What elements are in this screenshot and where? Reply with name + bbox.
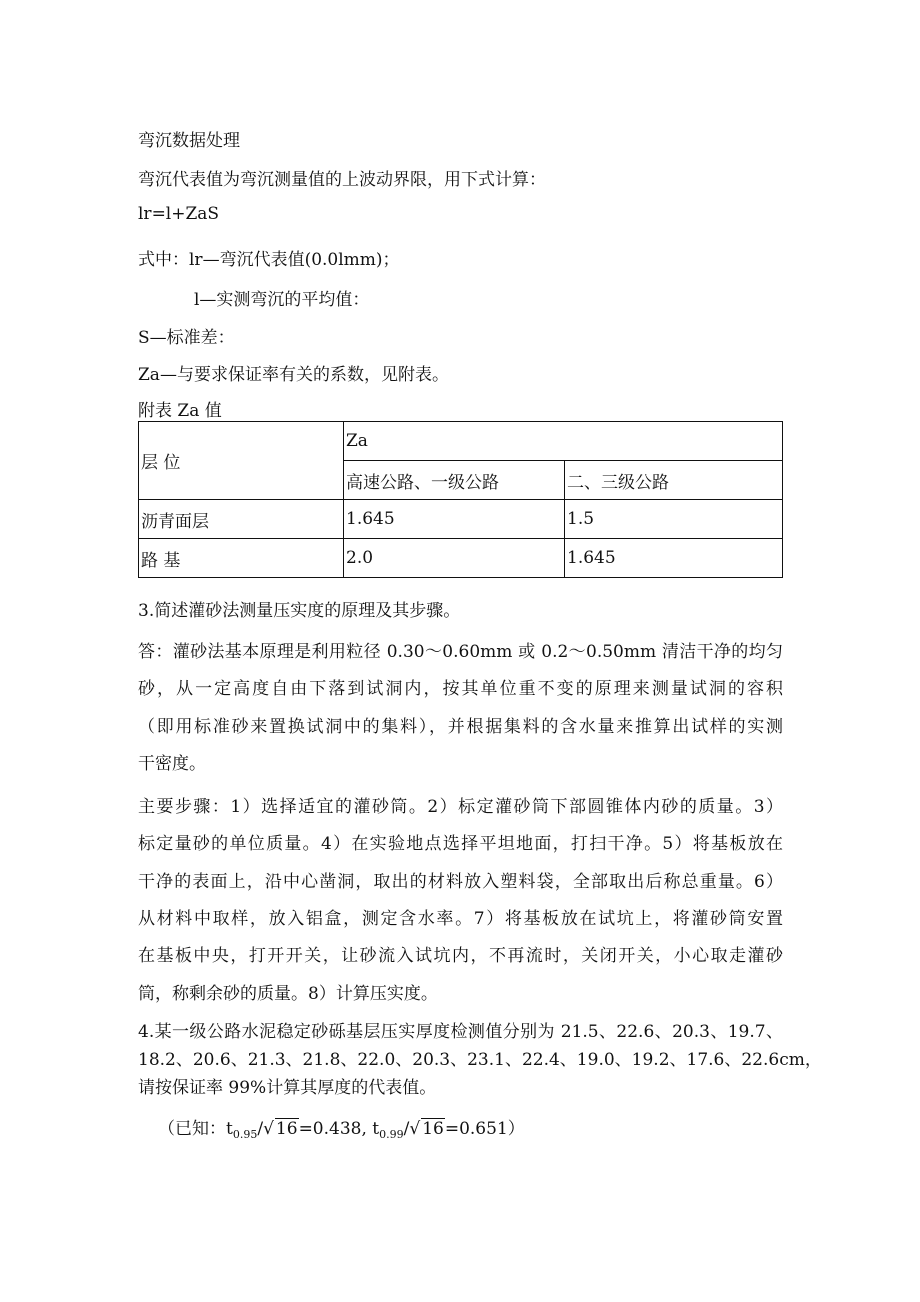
radicand: 16 (275, 1119, 298, 1139)
q3-steps-line: 从材料中取样，放入铝盒，测定含水率。7）将基板放在试坑上，将灌砂筒安置 (138, 909, 783, 929)
slash: / (403, 1119, 410, 1139)
where-l: l—实测弯沉的平均值： (194, 290, 370, 310)
radicand: 16 (422, 1119, 444, 1139)
q3-steps-line: 干净的表面上，沿中心凿洞，取出的材料放入塑料袋，全部取出后称总重量。6） (138, 872, 783, 892)
where-s: S—标准差： (138, 328, 235, 348)
sqrt-icon: √ (263, 1119, 274, 1139)
q3-answer-line: （即用标准砂来置换试洞中的集料），并根据集料的含水量来推算出试样的实测 (138, 717, 783, 737)
cell-value: 1.645 (565, 539, 783, 578)
slash: / (257, 1119, 264, 1139)
formula: lr=l+ZaS (138, 204, 220, 224)
cell-value: 1.645 (344, 500, 565, 539)
sqrt-icon: √ (409, 1119, 421, 1139)
table-title: 附表 Za 值 (138, 401, 222, 421)
za-table (138, 421, 783, 578)
q3-answer-line: 砂，从一定高度自由下落到试洞内，按其单位重不变的原理来测量试洞的容积 (138, 679, 783, 699)
known-eq: =0.438, t (298, 1119, 380, 1139)
table-row (139, 539, 783, 578)
q4-line: 4.某一级公路水泥稳定砂砾基层压实厚度检测值分别为 21.5、22.6、20.3、19.7、 (138, 1022, 783, 1042)
q4-line: 请按保证率 99%计算其厚度的代表值。 (138, 1078, 437, 1098)
q3-steps-line: 筒，称剩余砂的质量。8）计算压实度。 (138, 984, 438, 1004)
header-za: Za (344, 422, 783, 461)
header-layer: 层 位 (139, 422, 344, 500)
q3-steps-line: 标定量砂的单位质量。4）在实验地点选择平坦地面，打扫干净。5）将基板放在 (138, 834, 783, 854)
known-open: （已知：t (158, 1119, 233, 1139)
where-za: Za—与要求保证率有关的系数，见附表。 (138, 365, 449, 385)
table-header-row (139, 422, 783, 461)
cell-value: 2.0 (344, 539, 565, 578)
subscript: 0.99 (379, 1128, 404, 1141)
cell-layer: 沥青面层 (139, 500, 344, 539)
q3-answer-line: 答：灌砂法基本原理是利用粒径 0.30～0.60mm 或 0.2～0.50mm 清洁干净的均匀 (138, 642, 783, 662)
header-grade23: 二、三级公路 (565, 461, 783, 500)
intro-text: 弯沉代表值为弯沉测量值的上波动界限，用下式计算： (138, 170, 546, 190)
q3-steps-line: 主要步骤：1）选择适宜的灌砂筒。2）标定灌砂筒下部圆锥体内砂的质量。3） (138, 797, 783, 817)
where-lr: 式中：lr—弯沉代表值(0.0lmm)； (138, 250, 400, 270)
known-values (158, 1114, 525, 1139)
q3-steps-line: 在基板中央，打开开关，让砂流入试坑内，不再流时，关闭开关，小心取走灌砂 (138, 946, 783, 966)
cell-value: 1.5 (565, 500, 783, 539)
header-highway: 高速公路、一级公路 (344, 461, 565, 500)
subscript: 0.95 (232, 1128, 258, 1141)
cell-layer: 路 基 (139, 539, 344, 578)
table-row (139, 500, 783, 539)
section-heading: 弯沉数据处理 (138, 131, 240, 151)
q4-line: 18.2、20.6、21.3、21.8、22.0、20.3、23.1、22.4、19.0、19.2、17.6、22.6cm， (138, 1050, 822, 1070)
q3-answer-line: 干密度。 (138, 754, 206, 774)
q3-title: 3.简述灌砂法测量压实度的原理及其步骤。 (138, 601, 461, 621)
known-eq: =0.651） (444, 1119, 525, 1139)
